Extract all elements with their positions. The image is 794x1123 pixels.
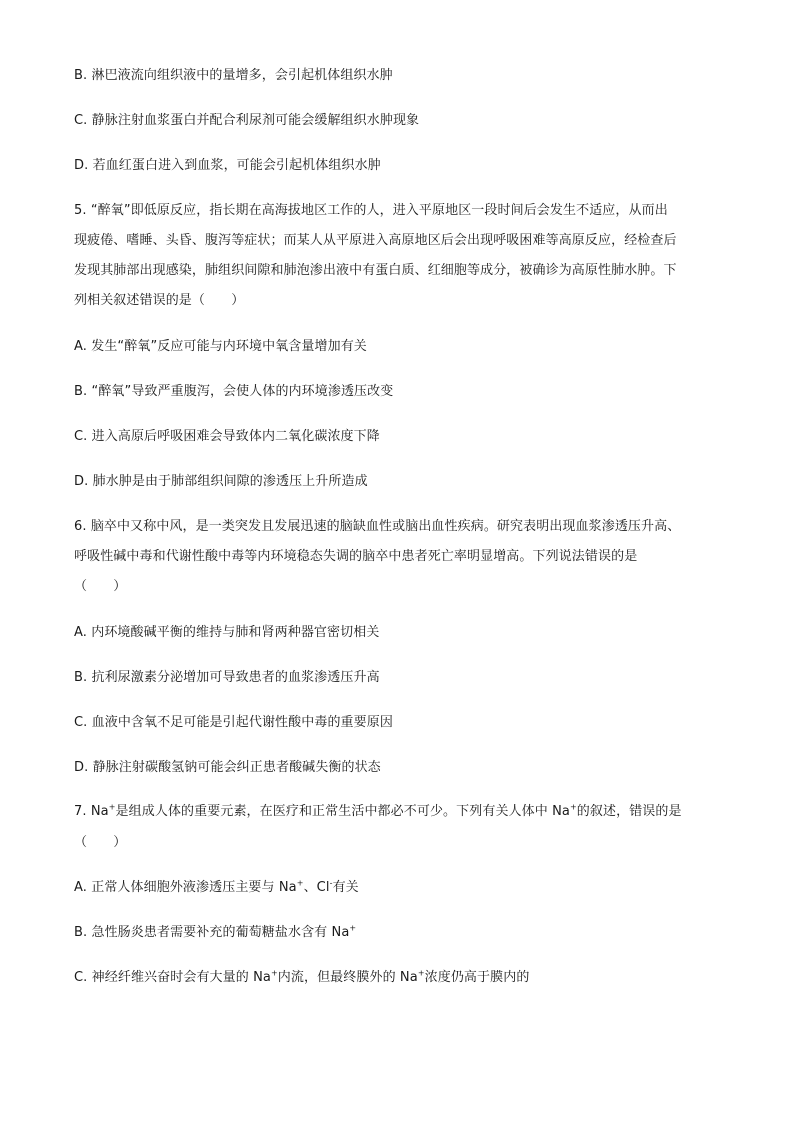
q7-option-c-text-3: 浓度仍高于膜内的	[424, 970, 530, 985]
q5-option-c: C. 进入高原后呼吸困难会导致体内二氧化碳浓度下降	[74, 429, 380, 444]
q7-option-b	[74, 924, 724, 942]
q6-stem-line-3: （ ）	[74, 579, 127, 594]
q5-stem-line-2: 现疲倦、嗜睡、头昏、腹泻等症状；而某人从平原进入高原地区后会出现呼吸困难等高原反应，经检查后	[74, 233, 677, 248]
q7-option-a-text-2: 、Cl	[303, 880, 330, 895]
q5-option-d: D. 肺水肿是由于肺部组织间隙的渗透压上升所造成	[74, 474, 368, 489]
q5-option-b: B. “醉氧”导致严重腹泻，会使人体的内环境渗透压改变	[74, 384, 394, 399]
q5-stem-line-1: 5. “醉氧”即低原反应，指长期在高海拔地区工作的人，进入平原地区一段时间后会发生不适应，从而出	[74, 203, 668, 218]
q4-option-c: C. 静脉注射血浆蛋白并配合利尿剂可能会缓解组织水肿现象	[74, 113, 420, 128]
q7-stem-text-2: 是组成人体的重要元素，在医疗和正常生活中都必不可少。下列有关人体中 Na	[115, 804, 570, 819]
q6-option-a: A. 内环境酸碱平衡的维持与肺和肾两种器官密切相关	[74, 625, 380, 640]
q6-option-b: B. 抗利尿激素分泌增加可导致患者的血浆渗透压升高	[74, 670, 380, 685]
q6-option-c: C. 血液中含氧不足可能是引起代谢性酸中毒的重要原因	[74, 715, 393, 730]
sodium-superscript: +	[349, 923, 357, 933]
sodium-superscript: +	[296, 878, 304, 888]
q7-stem-line-2: （ ）	[74, 835, 127, 850]
q7-option-a-text-1: A. 正常人体细胞外液渗透压主要与 Na	[74, 880, 297, 895]
q7-option-c	[74, 969, 724, 987]
q7-option-b-text-1: B. 急性肠炎患者需要补充的葡萄糖盐水含有 Na	[74, 925, 350, 940]
q5-stem-line-4: 列相关叙述错误的是（ ）	[74, 293, 245, 308]
q7-option-c-text-2: 内流，但最终膜外的 Na	[277, 970, 418, 985]
q6-option-d: D. 静脉注射碳酸氢钠可能会纠正患者酸碱失衡的状态	[74, 760, 381, 775]
q6-stem-line-2: 呼吸性碱中毒和代谢性酸中毒等内环境稳态失调的脑卒中患者死亡率明显增高。下列说法错误的是	[74, 549, 638, 564]
q4-option-b: B. 淋巴液流向组织液中的量增多，会引起机体组织水肿	[74, 68, 393, 83]
sodium-superscript: +	[108, 802, 116, 812]
q4-option-d: D. 若血红蛋白进入到血浆，可能会引起机体组织水肿	[74, 158, 381, 173]
q7-stem-line-1	[74, 803, 724, 821]
q5-stem-line-3: 发现其肺部出现感染，肺组织间隙和肺泡渗出液中有蛋白质、红细胞等成分，被确诊为高原性肺水肿。下	[74, 263, 677, 278]
q7-option-c-text-1: C. 神经纤维兴奋时会有大量的 Na	[74, 970, 271, 985]
q7-stem-text-1: 7. Na	[74, 804, 109, 819]
sodium-superscript: +	[270, 968, 278, 978]
q7-stem-text-3: 的叙述，错误的是	[576, 804, 682, 819]
sodium-superscript: +	[417, 968, 425, 978]
q7-option-a-text-3: 有关	[332, 880, 359, 895]
sodium-superscript: +	[569, 802, 577, 812]
chloride-superscript: -	[329, 878, 333, 888]
q7-option-a	[74, 879, 724, 897]
q5-option-a: A. 发生“醉氧”反应可能与内环境中氧含量增加有关	[74, 339, 367, 354]
q6-stem-line-1: 6. 脑卒中又称中风，是一类突发且发展迅速的脑缺血性或脑出血性疾病。研究表明出现血浆渗透压升高、	[74, 519, 681, 534]
